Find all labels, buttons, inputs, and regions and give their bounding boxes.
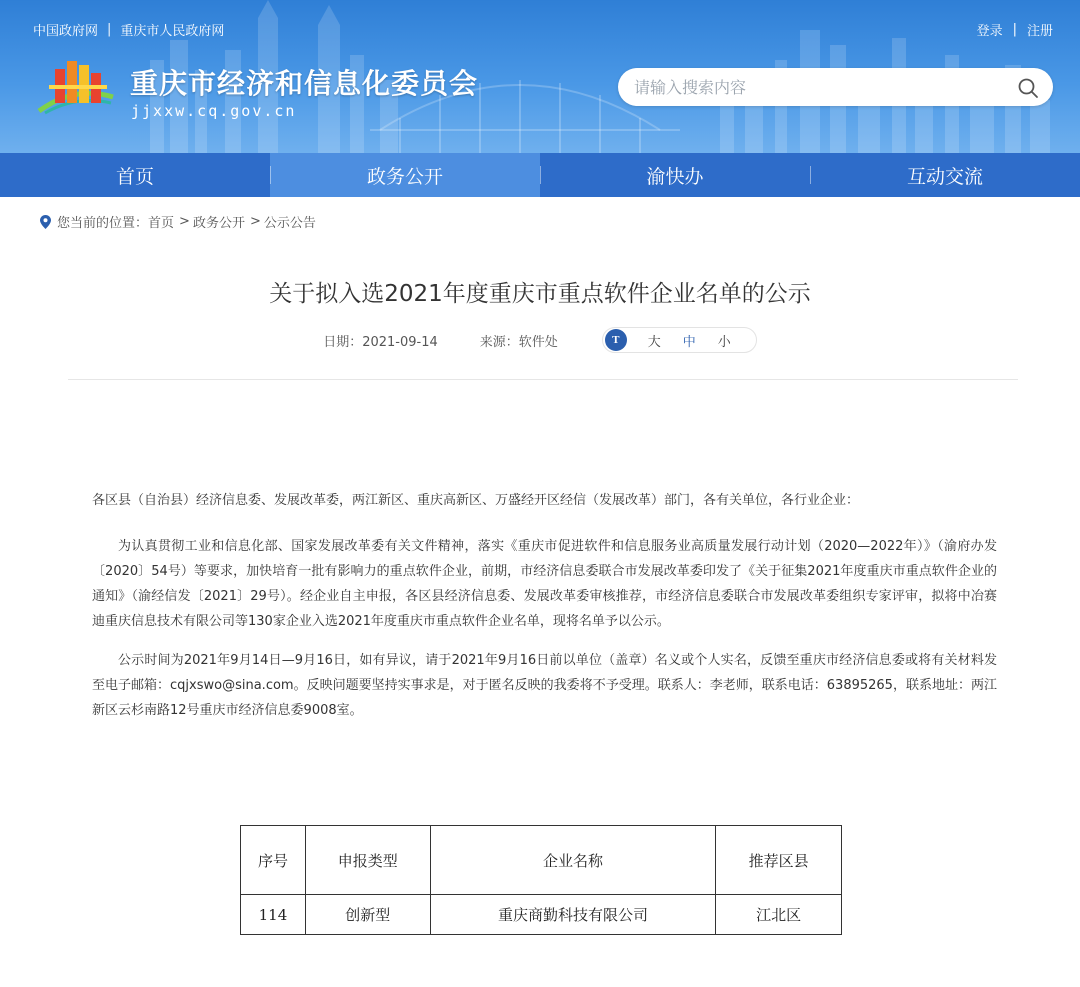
article-title: 关于拟入选2021年度重庆市重点软件企业名单的公示 [269, 281, 811, 307]
breadcrumb-home[interactable]: 首页 [148, 216, 175, 231]
nav-item-government-affairs[interactable]: 政务公开 [270, 153, 540, 197]
nav-item-interaction[interactable]: 互动交流 [810, 153, 1080, 197]
column-header-district: 推荐区县 [716, 826, 842, 895]
register-link[interactable]: 注册 [1026, 24, 1053, 39]
breadcrumb-prefix: 您当前的位置： [57, 216, 149, 231]
separator: | [107, 22, 112, 37]
search-icon[interactable] [1017, 77, 1039, 99]
gov-link[interactable]: 中国政府网 [33, 24, 99, 39]
table-header-row [241, 826, 842, 895]
site-header [0, 0, 1080, 153]
breadcrumb [40, 212, 316, 231]
article-content [92, 488, 997, 723]
table-row [241, 895, 842, 935]
enterprise-table [240, 825, 842, 935]
font-size-icon: T [605, 329, 627, 351]
font-size-switcher [602, 327, 757, 353]
site-logo-icon[interactable] [35, 55, 115, 119]
user-links [977, 20, 1053, 39]
font-size-large[interactable]: 大 [647, 334, 661, 350]
main-nav [0, 153, 1080, 197]
title-divider [68, 379, 1018, 380]
article-date: 日期：2021-09-14 [323, 334, 438, 350]
font-size-small[interactable]: 小 [717, 334, 731, 350]
breadcrumb-separator: > [179, 214, 190, 229]
city-gov-link[interactable]: 重庆市人民政府网 [120, 24, 225, 39]
cell-company: 重庆商勤科技有限公司 [430, 895, 715, 935]
cell-serial: 114 [241, 895, 306, 935]
breadcrumb-government-affairs[interactable]: 政务公开 [192, 216, 245, 231]
top-links [33, 20, 224, 39]
location-pin-icon [40, 215, 51, 229]
search-box [618, 68, 1053, 106]
breadcrumb-separator: > [249, 214, 261, 229]
breadcrumb-announcements[interactable]: 公示公告 [263, 216, 316, 231]
article-greeting: 各区县（自治县）经济信息委、发展改革委，两江新区、重庆高新区、万盛经开区经信（发展改革）部门，各有关单位，各行业企业： [92, 493, 860, 508]
separator: | [1012, 22, 1017, 37]
column-header-company: 企业名称 [430, 826, 715, 895]
article-source: 来源：软件处 [479, 334, 558, 350]
cell-district: 江北区 [716, 895, 842, 935]
article-paragraph: 公示时间为2021年9月14日—9月16日，如有异议，请于2021年9月16日前以单位（盖章）名义或个人实名，反馈至重庆市经济信息委或将有关材料发至电子邮箱：cqjxswo@sina.com。反映问题要坚持实事求是，对于匿名反映的我委将不予受理。联系人：李老师，联系电话：63895265，联系地址：两江新区云杉南路12号重庆市经济信息委9008室。 [92, 653, 997, 718]
font-size-medium[interactable]: 中 [682, 334, 696, 350]
article-meta [0, 327, 1080, 353]
site-title: 重庆市经济和信息化委员会 [130, 67, 479, 100]
search-input[interactable] [634, 68, 1004, 106]
login-link[interactable]: 登录 [976, 24, 1003, 39]
column-header-serial: 序号 [241, 826, 306, 895]
nav-item-yukuaiban[interactable]: 渝快办 [540, 153, 810, 197]
site-domain: jjxxw.cq.gov.cn [131, 102, 297, 120]
cell-type: 创新型 [305, 895, 430, 935]
article-paragraph: 为认真贯彻工业和信息化部、国家发展改革委有关文件精神，落实《重庆市促进软件和信息服务业高质量发展行动计划（2020—2022年）》（渝府办发〔2020〕54号）等要求，加快培育一批有影响力的重点软件企业，前期，市经济信息委联合市发展改革委印发了《关于征集2021年度重庆市重点软件企业的通知》（渝经信发〔2021〕29号）。经企业自主申报，各区县经济信息委、发展改革委审核推荐，市经济信息委联合市发展改革委组织专家评审，拟将中冶赛迪重庆信息技术有限公司等130家企业入选2021年度重庆市重点软件企业名单，现将名单予以公示。 [92, 539, 997, 629]
nav-item-home[interactable]: 首页 [115, 165, 154, 188]
column-header-type: 申报类型 [305, 826, 430, 895]
